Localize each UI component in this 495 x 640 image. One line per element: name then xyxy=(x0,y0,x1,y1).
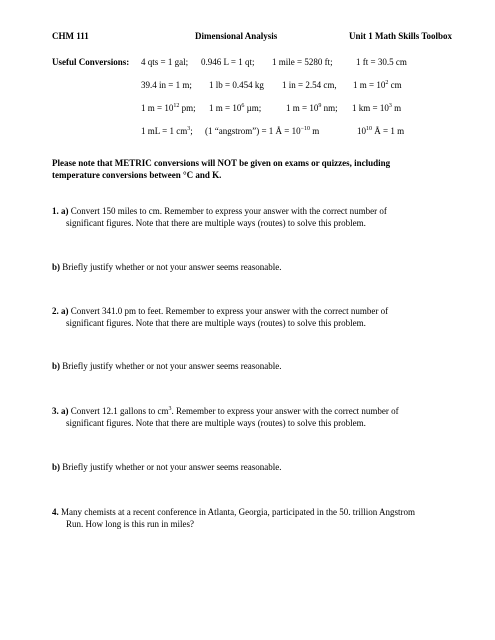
conversion-in-cm: 1 in = 2.54 cm, xyxy=(282,80,337,90)
metric-note-line-2: temperature conversions between °C and K. xyxy=(52,170,222,180)
page-title: Dimensional Analysis xyxy=(195,31,278,41)
question-4: 4. Many chemists at a recent conference in Atlanta, Georgia, participated in the 50. trillion Angstrom xyxy=(52,507,415,517)
conversion-lb-kg: 1 lb = 0.454 kg xyxy=(209,80,264,90)
metric-note-line-1: Please note that METRIC conversions will NOT be given on exams or quizzes, including xyxy=(52,158,391,168)
question-2-part-a: 2. a) Convert 341.0 pm to feet. Remember to express your answer with the correct number of xyxy=(52,306,389,316)
conversions-label: Useful Conversions: xyxy=(52,57,130,67)
conversion-angstrom: (1 “angstrom”) = 1 Å = $10^{-10}$ m xyxy=(205,126,320,136)
question-2-part-a-line-2: significant figures. Note that there are multiple ways (routes) to solve this problem. xyxy=(66,318,366,328)
question-4-line-2: Run. How long is this run in miles? xyxy=(66,519,194,529)
question-1-part-a: 1. a) Convert 150 miles to cm. Remember to express your answer with the correct number of xyxy=(52,206,387,216)
question-1-part-a-line-2: significant figures. Note that there are multiple ways (routes) to solve this problem. xyxy=(66,218,366,228)
question-2-part-b: b) Briefly justify whether or not your answer seems reasonable. xyxy=(52,361,282,371)
question-3-part-a-line-2: significant figures. Note that there are multiple ways (routes) to solve this problem. xyxy=(66,418,366,428)
conversion-m-cm: 1 $m = 10^2$ cm xyxy=(353,80,402,90)
conversion-l-qt: 0.946 L = 1 qt; xyxy=(201,57,255,67)
conversion-m-um: 1 $m = 10^6$ µm; xyxy=(209,103,262,113)
conversion-m-pm: 1 $m = 10^{12}$ pm; xyxy=(141,103,196,113)
conversion-ft-cm: 1 ft = 30.5 cm xyxy=(356,57,407,67)
question-1-part-b: b) Briefly justify whether or not your answer seems reasonable. xyxy=(52,262,282,272)
question-3-part-a: 3. a) Convert 12.1 gallons to $cm^3$. Remember to express your answer with the correct number of xyxy=(52,406,399,416)
conversion-in-m: 39.4 in = 1 m; xyxy=(141,80,192,90)
question-3-part-b: b) Briefly justify whether or not your answer seems reasonable. xyxy=(52,462,282,472)
conversion-qts-gal: 4 qts = 1 gal; xyxy=(141,57,189,67)
conversion-km-m: 1 km = $10^3$ m xyxy=(352,103,402,113)
conversion-m-nm: 1 $m = 10^9$ nm; xyxy=(286,103,338,113)
unit-title: Unit 1 Math Skills Toolbox xyxy=(349,31,453,41)
conversion-mile-ft: 1 mile = 5280 ft; xyxy=(272,57,333,67)
conversion-ml-cm3: 1 mL = 1 $cm^3$; xyxy=(141,126,193,136)
conversion-angstrom-m: $10^{10}$ Å = 1 m xyxy=(357,126,405,136)
course-code: CHM 111 xyxy=(52,31,89,41)
